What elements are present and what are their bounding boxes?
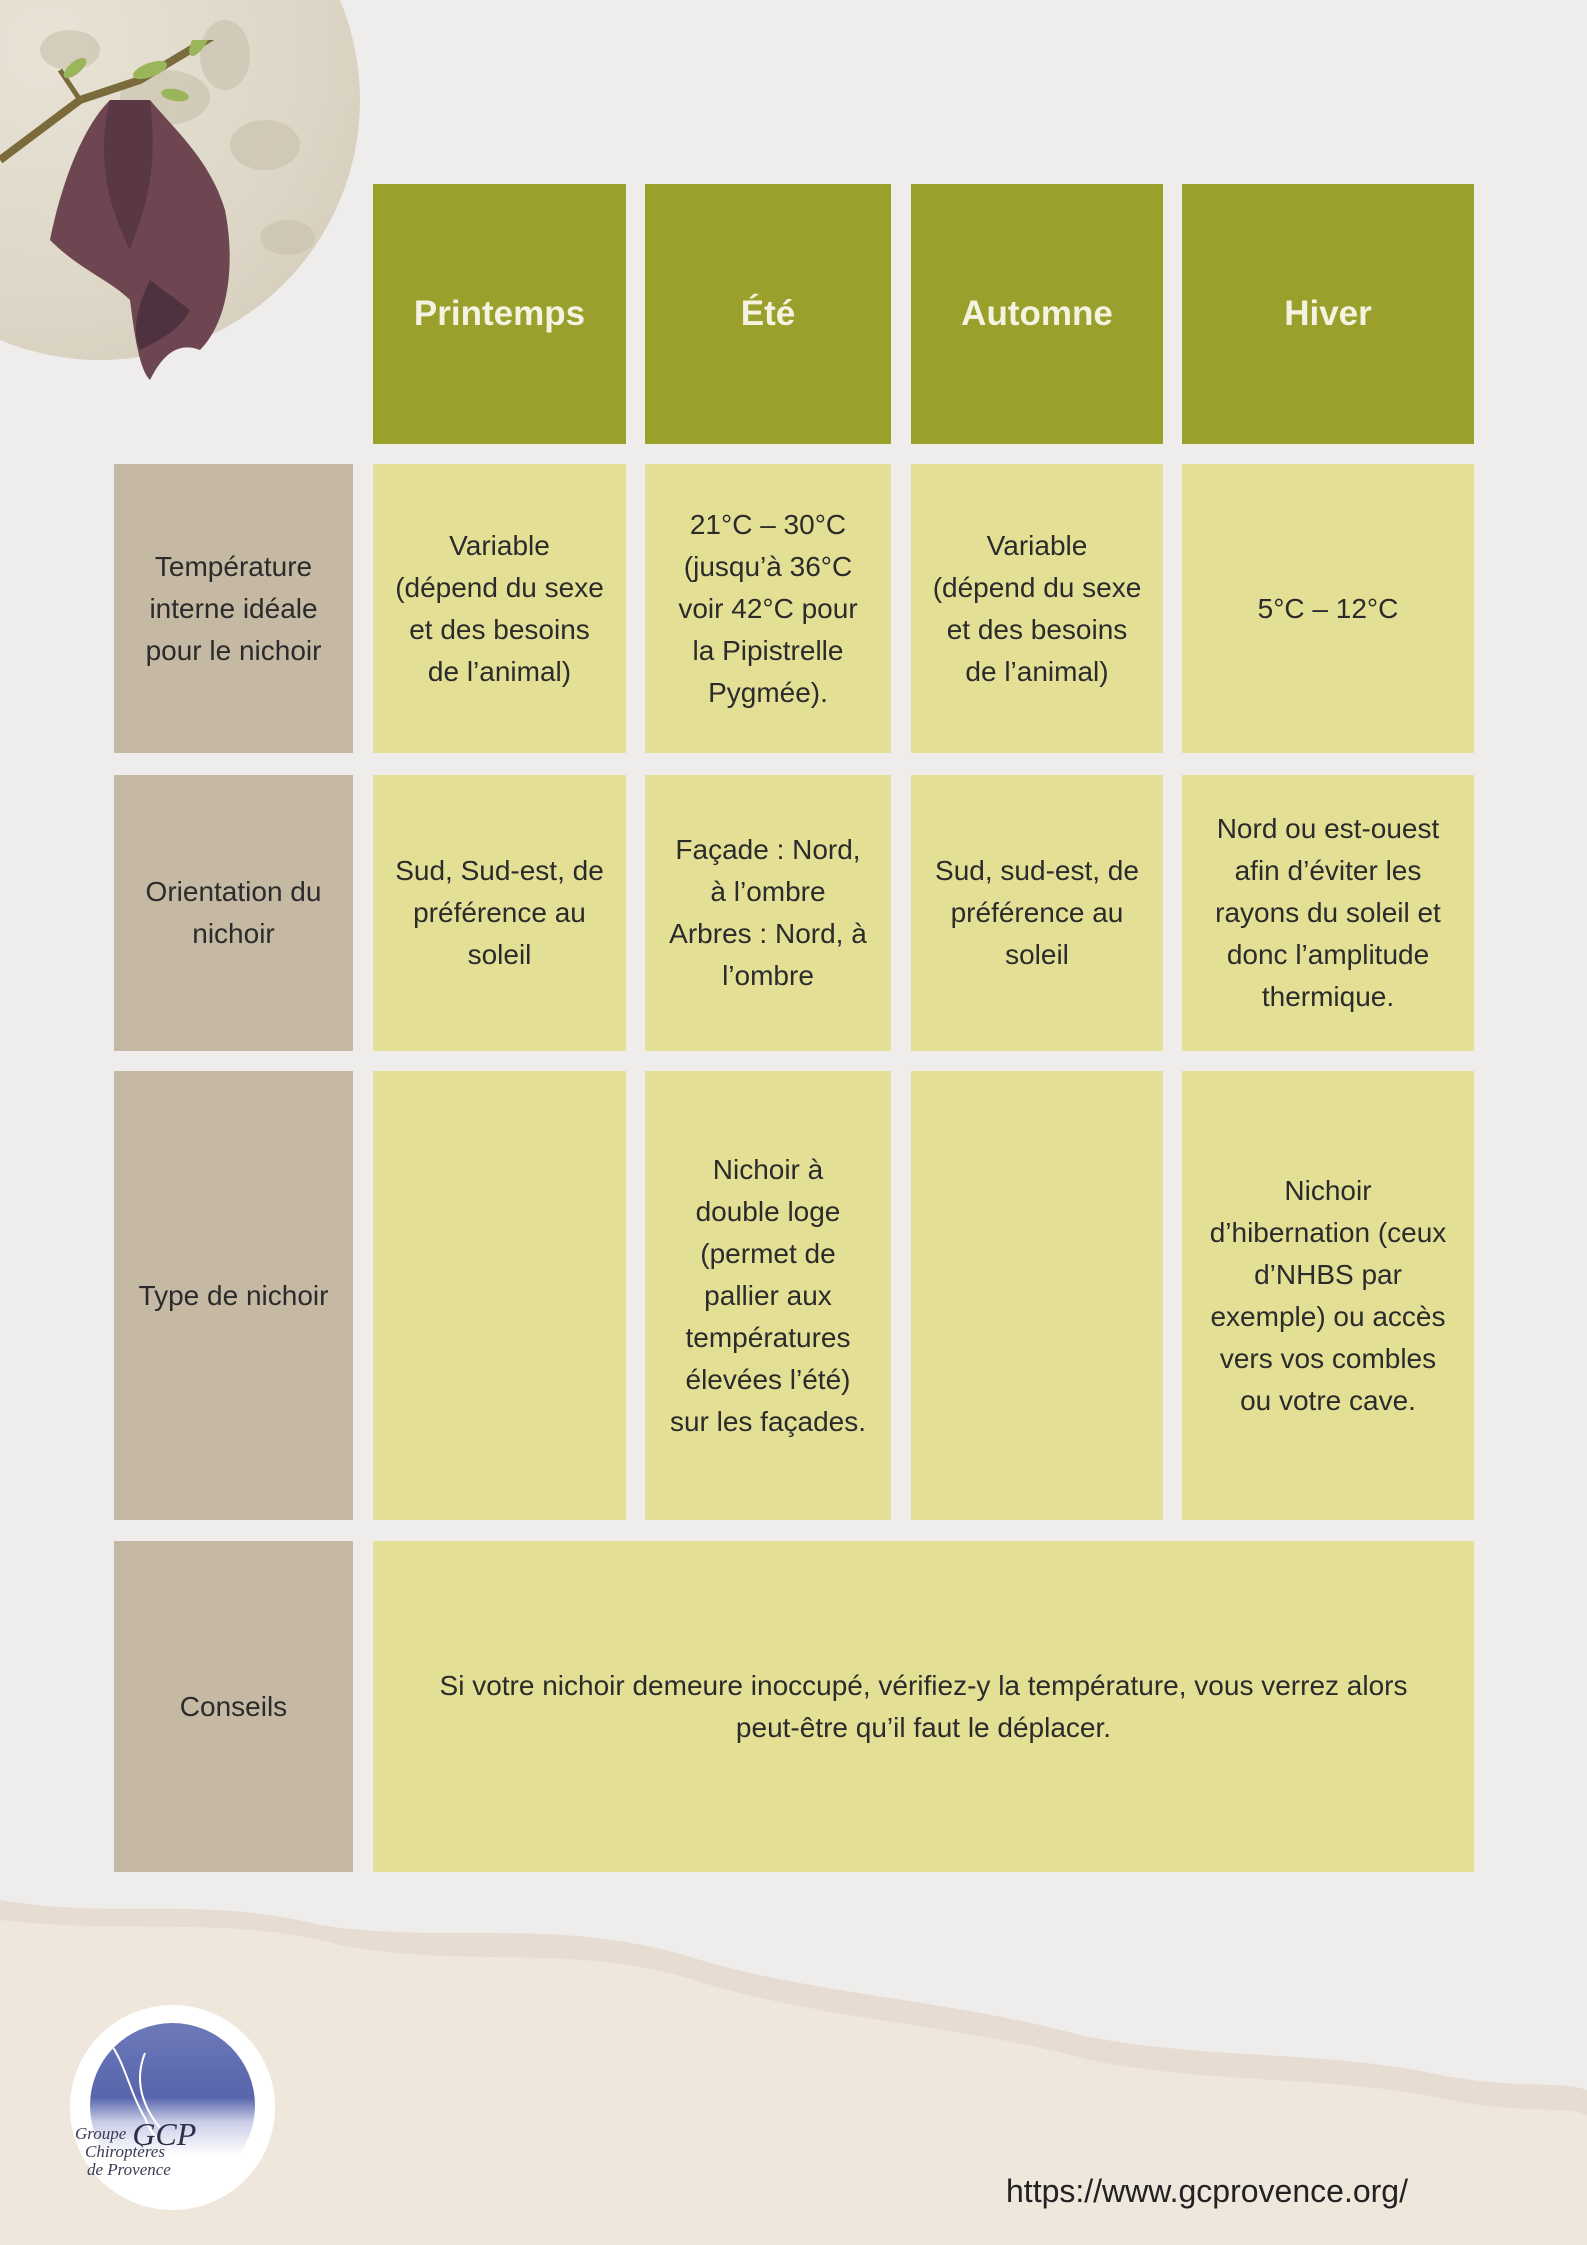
season-header-automne: Automne xyxy=(911,184,1163,444)
cell-temperature-automne: Variable (dépend du sexe et des besoins de l’animal) xyxy=(911,464,1163,753)
logo-abbr: GCP xyxy=(132,2116,197,2152)
row-label-temperature: Température interne idéale pour le nichoir xyxy=(114,464,353,753)
cell-type-printemps xyxy=(373,1071,626,1520)
cell-temperature-hiver: 5°C – 12°C xyxy=(1182,464,1474,753)
logo-line-chiropteres: Chiroptères xyxy=(85,2142,165,2161)
row-label-type: Type de nichoir xyxy=(114,1071,353,1520)
logo-line-groupe: Groupe xyxy=(75,2124,127,2143)
website-url[interactable]: https://www.gcprovence.org/ xyxy=(1006,2173,1408,2209)
bat-illustration xyxy=(0,40,300,400)
logo-line-provence: de Provence xyxy=(87,2160,171,2179)
gcp-logo xyxy=(70,2005,275,2210)
season-header-ete: Été xyxy=(645,184,891,444)
cell-conseils: Si votre nichoir demeure inoccupé, vérifiez-y la température, vous verrez alors peut-être qu’il faut le déplacer. xyxy=(373,1541,1474,1872)
cell-orientation-hiver: Nord ou est-ouest afin d’éviter les rayons du soleil et donc l’amplitude thermique. xyxy=(1182,775,1474,1051)
cell-orientation-automne: Sud, sud-est, de préférence au soleil xyxy=(911,775,1163,1051)
cell-type-automne xyxy=(911,1071,1163,1520)
cell-orientation-ete: Façade : Nord, à l’ombre Arbres : Nord, à l’ombre xyxy=(645,775,891,1051)
gcp-logo-text xyxy=(75,2116,255,2179)
cell-type-hiver: Nichoir d’hibernation (ceux d’NHBS par exemple) ou accès vers vos combles ou votre cave. xyxy=(1182,1071,1474,1520)
cell-orientation-printemps: Sud, Sud-est, de préférence au soleil xyxy=(373,775,626,1051)
cell-type-ete: Nichoir à double loge (permet de pallier aux températures élevées l’été) sur les façades. xyxy=(645,1071,891,1520)
season-header-hiver: Hiver xyxy=(1182,184,1474,444)
season-header-printemps: Printemps xyxy=(373,184,626,444)
cell-temperature-ete: 21°C – 30°C (jusqu’à 36°C voir 42°C pour la Pipistrelle Pygmée). xyxy=(645,464,891,753)
cell-temperature-printemps: Variable (dépend du sexe et des besoins de l’animal) xyxy=(373,464,626,753)
row-label-orientation: Orientation du nichoir xyxy=(114,775,353,1051)
row-label-conseils: Conseils xyxy=(114,1541,353,1872)
